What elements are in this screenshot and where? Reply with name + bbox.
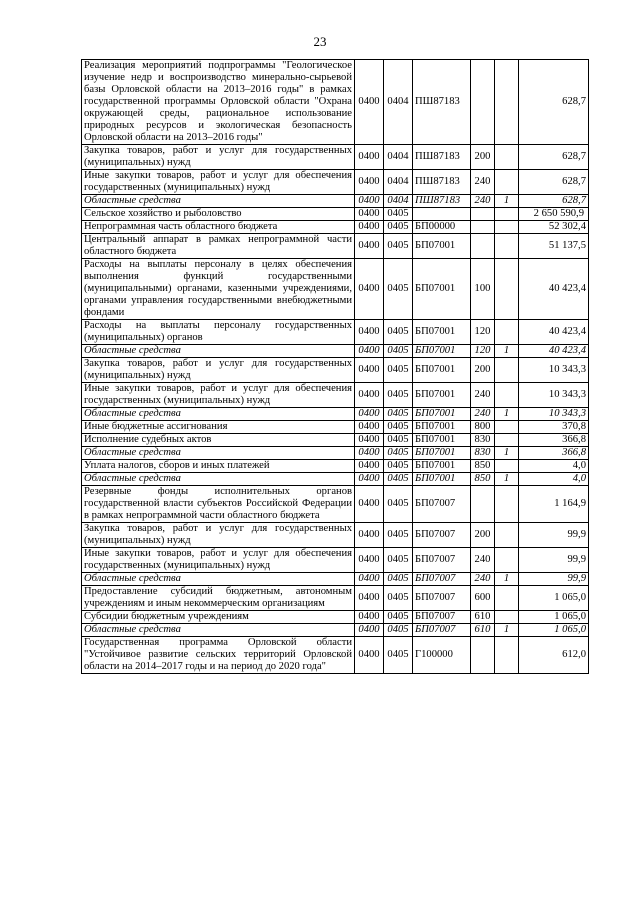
row-name: Областные средства (82, 447, 355, 460)
row-source (495, 208, 519, 221)
row-name: Закупка товаров, работ и услуг для государственных (муниципальных) нужд (82, 358, 355, 383)
row-name: Иные закупки товаров, работ и услуг для обеспечения государственных (муниципальных) нужд (82, 383, 355, 408)
row-target-code: БП07007 (413, 586, 471, 611)
row-sum: 1 065,0 (519, 611, 589, 624)
row-name: Областные средства (82, 473, 355, 486)
row-sum: 52 302,4 (519, 221, 589, 234)
row-source (495, 320, 519, 345)
row-source (495, 234, 519, 259)
row-target-code: БП07007 (413, 548, 471, 573)
row-sum: 628,7 (519, 60, 589, 145)
funding-source-row (82, 408, 589, 421)
row-name: Областные средства (82, 573, 355, 586)
table-row (82, 145, 589, 170)
row-expense-type: 800 (471, 421, 495, 434)
row-name: Областные средства (82, 408, 355, 421)
row-razdel: 0400 (355, 434, 384, 447)
row-source (495, 421, 519, 434)
row-source (495, 145, 519, 170)
row-name: Иные закупки товаров, работ и услуг для обеспечения государственных (муниципальных) нужд (82, 170, 355, 195)
row-expense-type: 610 (471, 624, 495, 637)
budget-table (81, 59, 589, 674)
table-row (82, 60, 589, 145)
row-source (495, 383, 519, 408)
row-expense-type (471, 234, 495, 259)
row-target-code: ПШ87183 (413, 170, 471, 195)
row-razdel: 0400 (355, 345, 384, 358)
row-name: Расходы на выплаты персоналу в целях обеспечения выполнения функций государственными (муниципальными) органами, казенными учреждениями, органами управления государственными внебюджетными фондами (82, 259, 355, 320)
row-expense-type (471, 637, 495, 674)
row-razdel: 0400 (355, 170, 384, 195)
row-target-code: БП07001 (413, 234, 471, 259)
funding-source-row (82, 345, 589, 358)
row-razdel: 0400 (355, 473, 384, 486)
row-podrazdel: 0405 (384, 408, 413, 421)
row-podrazdel: 0405 (384, 447, 413, 460)
row-target-code: БП07001 (413, 358, 471, 383)
row-expense-type: 850 (471, 460, 495, 473)
row-source: 1 (495, 473, 519, 486)
row-target-code: БП07001 (413, 345, 471, 358)
row-expense-type: 240 (471, 195, 495, 208)
row-source: 1 (495, 345, 519, 358)
row-sum: 99,9 (519, 523, 589, 548)
row-razdel: 0400 (355, 60, 384, 145)
row-expense-type: 830 (471, 434, 495, 447)
row-expense-type: 240 (471, 408, 495, 421)
table-row (82, 460, 589, 473)
row-razdel: 0400 (355, 358, 384, 383)
row-podrazdel: 0405 (384, 421, 413, 434)
row-source (495, 170, 519, 195)
row-sum: 99,9 (519, 573, 589, 586)
row-name: Субсидии бюджетным учреждениям (82, 611, 355, 624)
row-expense-type: 240 (471, 170, 495, 195)
table-row (82, 434, 589, 447)
row-sum: 40 423,4 (519, 320, 589, 345)
row-sum: 10 343,3 (519, 383, 589, 408)
row-sum: 2 650 590,9 (519, 208, 589, 221)
row-podrazdel: 0405 (384, 460, 413, 473)
table-row (82, 259, 589, 320)
row-sum: 370,8 (519, 421, 589, 434)
row-expense-type: 100 (471, 259, 495, 320)
row-razdel: 0400 (355, 259, 384, 320)
row-sum: 366,8 (519, 434, 589, 447)
row-podrazdel: 0404 (384, 60, 413, 145)
row-razdel: 0400 (355, 523, 384, 548)
row-podrazdel: 0405 (384, 548, 413, 573)
row-expense-type: 850 (471, 473, 495, 486)
row-source (495, 523, 519, 548)
row-name: Уплата налогов, сборов и иных платежей (82, 460, 355, 473)
row-sum: 1 065,0 (519, 586, 589, 611)
row-source (495, 486, 519, 523)
row-sum: 612,0 (519, 637, 589, 674)
table-row (82, 320, 589, 345)
row-target-code: БП07001 (413, 421, 471, 434)
table-row (82, 358, 589, 383)
row-source (495, 434, 519, 447)
row-sum: 1 065,0 (519, 624, 589, 637)
row-name: Областные средства (82, 345, 355, 358)
row-target-code: БП07007 (413, 486, 471, 523)
table-row (82, 486, 589, 523)
row-target-code: БП07001 (413, 320, 471, 345)
row-name: Реализация мероприятий подпрограммы "Геологическое изучение недр и воспроизводство минерально-сырьевой базы Орловской области на 2013–2016 годы" в рамках государственной программы Орловской области "Охрана окружающей среды, рациональное использование природных ресурсов и экологическая безопасность Орловской области на 2013–2016 годы" (82, 60, 355, 145)
row-razdel: 0400 (355, 408, 384, 421)
table-row (82, 637, 589, 674)
row-podrazdel: 0405 (384, 320, 413, 345)
row-razdel: 0400 (355, 486, 384, 523)
row-expense-type: 120 (471, 345, 495, 358)
row-name: Расходы на выплаты персоналу государственных (муниципальных) органов (82, 320, 355, 345)
row-expense-type: 240 (471, 548, 495, 573)
row-expense-type: 610 (471, 611, 495, 624)
row-source (495, 259, 519, 320)
row-name: Центральный аппарат в рамках непрограммной части областного бюджета (82, 234, 355, 259)
row-expense-type: 200 (471, 358, 495, 383)
row-name: Государственная программа Орловской области "Устойчивое развитие сельских территорий Орловской области на 2014–2017 годы и на период до 2020 года" (82, 637, 355, 674)
row-podrazdel: 0404 (384, 170, 413, 195)
row-target-code: БП07001 (413, 473, 471, 486)
row-target-code: БП07001 (413, 408, 471, 421)
row-razdel: 0400 (355, 573, 384, 586)
page-number: 23 (313, 34, 327, 49)
table-row (82, 170, 589, 195)
row-expense-type (471, 208, 495, 221)
row-sum: 628,7 (519, 195, 589, 208)
table-row (82, 221, 589, 234)
row-podrazdel: 0405 (384, 259, 413, 320)
row-target-code: БП07001 (413, 434, 471, 447)
row-target-code: БП07007 (413, 611, 471, 624)
row-source (495, 358, 519, 383)
row-expense-type (471, 60, 495, 145)
row-source: 1 (495, 408, 519, 421)
row-razdel: 0400 (355, 320, 384, 345)
row-razdel: 0400 (355, 234, 384, 259)
row-sum: 4,0 (519, 473, 589, 486)
row-razdel: 0400 (355, 221, 384, 234)
row-podrazdel: 0405 (384, 221, 413, 234)
row-name: Непрограммная часть областного бюджета (82, 221, 355, 234)
row-podrazdel: 0405 (384, 234, 413, 259)
funding-source-row (82, 473, 589, 486)
funding-source-row (82, 573, 589, 586)
row-target-code: ПШ87183 (413, 195, 471, 208)
row-sum: 628,7 (519, 145, 589, 170)
row-source: 1 (495, 447, 519, 460)
row-sum: 1 164,9 (519, 486, 589, 523)
row-razdel: 0400 (355, 637, 384, 674)
row-podrazdel: 0405 (384, 523, 413, 548)
row-expense-type: 200 (471, 523, 495, 548)
row-source (495, 611, 519, 624)
row-target-code: БП07001 (413, 259, 471, 320)
row-name: Резервные фонды исполнительных органов государственной власти субъектов Российской Федерации в рамках непрограммной части областного бюджета (82, 486, 355, 523)
row-source (495, 586, 519, 611)
row-podrazdel: 0404 (384, 145, 413, 170)
row-podrazdel: 0405 (384, 473, 413, 486)
row-source (495, 60, 519, 145)
row-sum: 99,9 (519, 548, 589, 573)
row-razdel: 0400 (355, 624, 384, 637)
row-sum: 4,0 (519, 460, 589, 473)
row-expense-type (471, 221, 495, 234)
row-name: Исполнение судебных актов (82, 434, 355, 447)
row-razdel: 0400 (355, 447, 384, 460)
row-expense-type: 600 (471, 586, 495, 611)
table-row (82, 208, 589, 221)
row-razdel: 0400 (355, 548, 384, 573)
row-razdel: 0400 (355, 208, 384, 221)
funding-source-row (82, 195, 589, 208)
row-razdel: 0400 (355, 195, 384, 208)
row-target-code (413, 208, 471, 221)
row-target-code: БП07007 (413, 523, 471, 548)
row-podrazdel: 0405 (384, 358, 413, 383)
row-razdel: 0400 (355, 460, 384, 473)
row-target-code: БП07001 (413, 383, 471, 408)
row-target-code: ПШ87183 (413, 60, 471, 145)
row-target-code: БП07001 (413, 460, 471, 473)
row-sum: 40 423,4 (519, 345, 589, 358)
table-row (82, 548, 589, 573)
table-row (82, 611, 589, 624)
row-name: Иные бюджетные ассигнования (82, 421, 355, 434)
budget-table-body (82, 60, 589, 674)
row-podrazdel: 0405 (384, 624, 413, 637)
row-name: Областные средства (82, 624, 355, 637)
row-target-code: БП07001 (413, 447, 471, 460)
table-row (82, 586, 589, 611)
row-sum: 40 423,4 (519, 259, 589, 320)
row-name: Иные закупки товаров, работ и услуг для обеспечения государственных (муниципальных) нужд (82, 548, 355, 573)
row-podrazdel: 0405 (384, 345, 413, 358)
row-podrazdel: 0405 (384, 383, 413, 408)
row-name: Закупка товаров, работ и услуг для государственных (муниципальных) нужд (82, 523, 355, 548)
row-expense-type: 240 (471, 383, 495, 408)
row-source: 1 (495, 195, 519, 208)
row-target-code: Г100000 (413, 637, 471, 674)
row-sum: 10 343,3 (519, 358, 589, 383)
table-row (82, 234, 589, 259)
row-podrazdel: 0405 (384, 586, 413, 611)
row-target-code: БП07007 (413, 624, 471, 637)
funding-source-row (82, 624, 589, 637)
row-source (495, 221, 519, 234)
row-source: 1 (495, 624, 519, 637)
row-source (495, 548, 519, 573)
row-razdel: 0400 (355, 383, 384, 408)
row-name: Областные средства (82, 195, 355, 208)
table-row (82, 523, 589, 548)
row-target-code: БП00000 (413, 221, 471, 234)
row-razdel: 0400 (355, 586, 384, 611)
row-expense-type (471, 486, 495, 523)
table-row (82, 421, 589, 434)
row-podrazdel: 0405 (384, 434, 413, 447)
row-expense-type: 830 (471, 447, 495, 460)
row-target-code: БП07007 (413, 573, 471, 586)
row-podrazdel: 0404 (384, 195, 413, 208)
row-target-code: ПШ87183 (413, 145, 471, 170)
row-source: 1 (495, 573, 519, 586)
row-name: Закупка товаров, работ и услуг для государственных (муниципальных) нужд (82, 145, 355, 170)
row-expense-type: 200 (471, 145, 495, 170)
table-row (82, 383, 589, 408)
row-source (495, 637, 519, 674)
row-podrazdel: 0405 (384, 611, 413, 624)
row-expense-type: 240 (471, 573, 495, 586)
row-source (495, 460, 519, 473)
row-razdel: 0400 (355, 421, 384, 434)
row-expense-type: 120 (471, 320, 495, 345)
row-podrazdel: 0405 (384, 573, 413, 586)
row-podrazdel: 0405 (384, 486, 413, 523)
row-sum: 366,8 (519, 447, 589, 460)
row-podrazdel: 0405 (384, 637, 413, 674)
row-podrazdel: 0405 (384, 208, 413, 221)
row-name: Предоставление субсидий бюджетным, автономным учреждениям и иным некоммерческим организациям (82, 586, 355, 611)
row-razdel: 0400 (355, 145, 384, 170)
row-razdel: 0400 (355, 611, 384, 624)
row-sum: 628,7 (519, 170, 589, 195)
funding-source-row (82, 447, 589, 460)
row-name: Сельское хозяйство и рыболовство (82, 208, 355, 221)
row-sum: 51 137,5 (519, 234, 589, 259)
row-sum: 10 343,3 (519, 408, 589, 421)
